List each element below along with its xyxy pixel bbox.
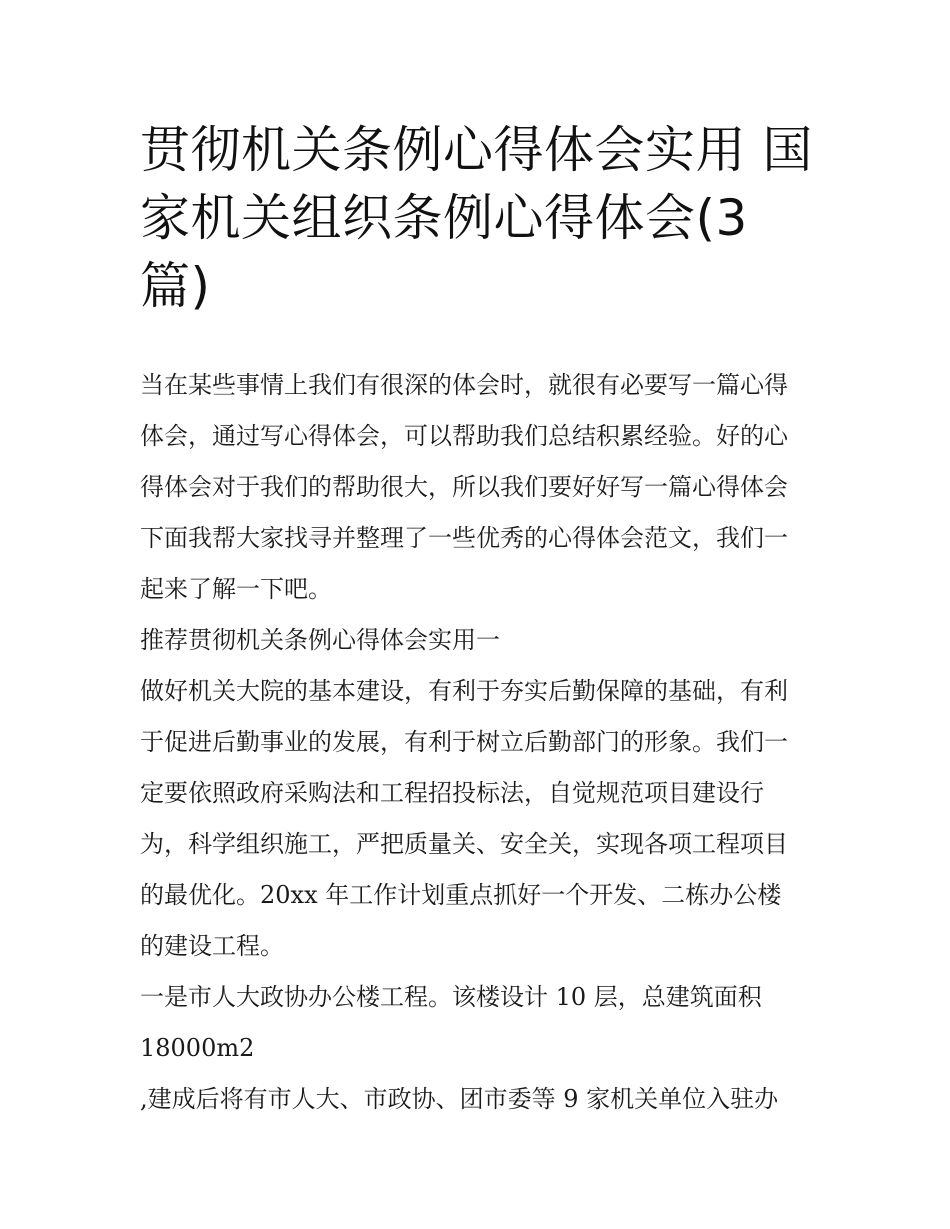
section-heading: 推荐贯彻机关条例心得体会实用一 [140, 626, 500, 654]
body-line: 下面我帮大家找寻并整理了一些优秀的心得体会范文，我们一 [140, 524, 788, 552]
body-line: 得体会对于我们的帮助很大，所以我们要好好写一篇心得体会 [140, 473, 788, 501]
body-line: 为，科学组织施工，严把质量关、安全关，实现各项工程项目 [140, 830, 788, 858]
body-line: 18000m2 [140, 1034, 255, 1062]
body-line: 做好机关大院的基本建设，有利于夯实后勤保障的基础，有利 [140, 677, 788, 705]
title-line: 家机关组织条例心得体会(3 [140, 189, 748, 247]
body-line: 一是市人大政协办公楼工程。该楼设计 10 层，总建筑面积 [140, 983, 762, 1011]
title-line: 篇) [140, 257, 211, 315]
body-line: 起来了解一下吧。 [140, 575, 332, 603]
body-line: 体会，通过写心得体会，可以帮助我们总结积累经验。好的心 [140, 422, 788, 450]
title-line: 贯彻机关条例心得体会实用 国 [140, 121, 813, 179]
body-line: 定要依照政府采购法和工程招投标法，自觉规范项目建设行 [140, 779, 764, 807]
body-line: 于促进后勤事业的发展，有利于树立后勤部门的形象。我们一 [140, 728, 788, 756]
body-line: 当在某些事情上我们有很深的体会时，就很有必要写一篇心得 [140, 371, 788, 399]
document-body [140, 360, 820, 1125]
body-line: ,建成后将有市人大、市政协、团市委等 9 家机关单位入驻办 [140, 1085, 779, 1113]
body-line: 的建设工程。 [140, 932, 284, 960]
document-title [140, 116, 820, 320]
body-line: 的最优化。20xx 年工作计划重点抓好一个开发、二栋办公楼 [140, 881, 782, 909]
